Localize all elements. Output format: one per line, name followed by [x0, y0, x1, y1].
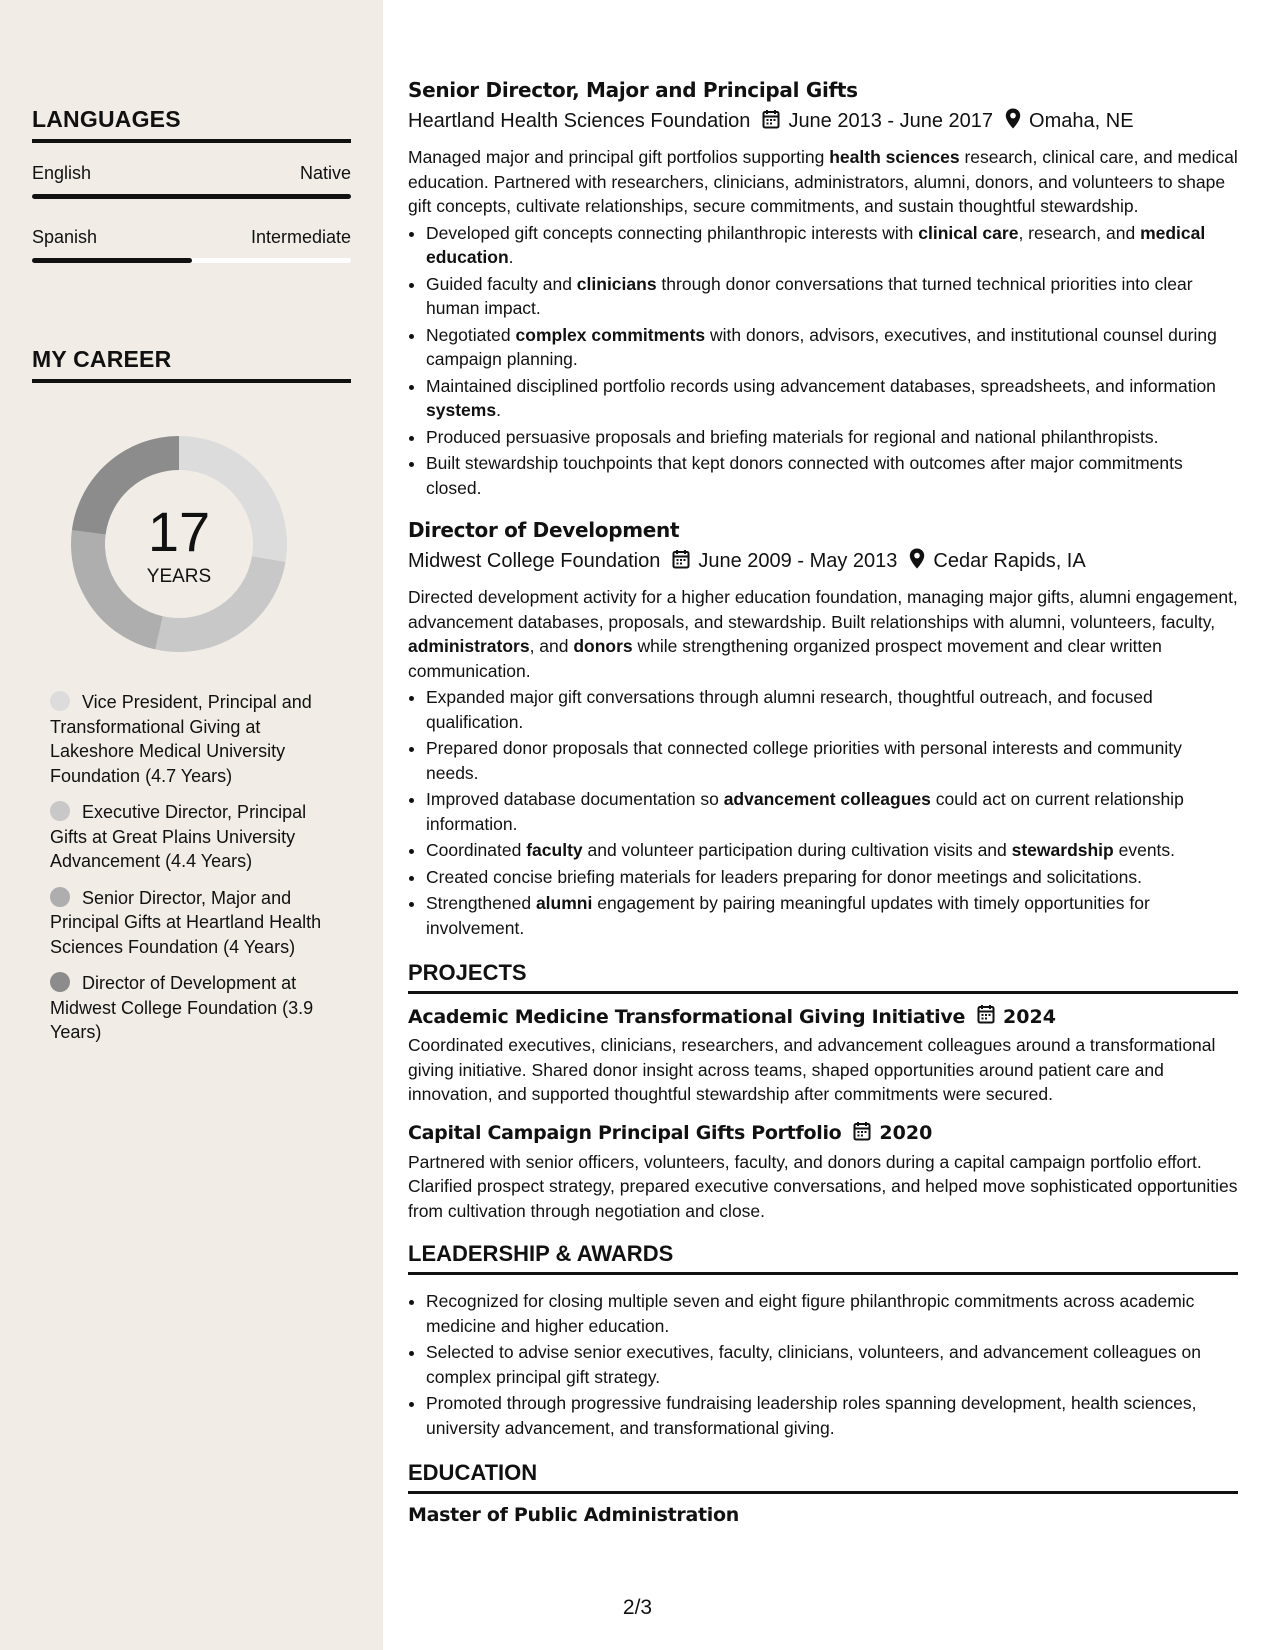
- bullet-item: • Built stewardship touchpoints that kept donors connected with outcomes after major commitments closed.: [426, 451, 1238, 500]
- career-total-years: 17: [147, 500, 211, 563]
- career-legend: [50, 690, 340, 1057]
- bullet-item: • Negotiated complex commitments with donors, advisors, executives, and institutional counsel during campaign planning.: [426, 323, 1238, 372]
- legend-label: Vice President, Principal and Transformational Giving at Lakeshore Medical University Foundation (4.7 Years): [50, 692, 312, 786]
- career-heading: MY CAREER: [32, 346, 351, 383]
- bullet-item: • Promoted through progressive fundraising leadership roles spanning development, health sciences, university advancement, and transformational giving.: [426, 1391, 1238, 1440]
- language-level: Native: [299, 163, 351, 183]
- calendar-icon: [977, 1004, 995, 1029]
- bullet-item: • Guided faculty and clinicians through donor conversations that turned technical priorities into clear human impact.: [426, 272, 1238, 321]
- job-title: Director of Development: [408, 518, 680, 542]
- project-description: Partnered with senior officers, volunteers, faculty, and donors during a capital campaign portfolio effort. Clarified prospect strategy, prepared executive conversations, and helped move sophisticated opportunities from cultivation through negotiation and close.: [408, 1151, 1238, 1221]
- project-title: Academic Medicine Transformational Giving Initiative: [408, 1005, 966, 1028]
- legend-item: [50, 690, 340, 788]
- language-proficiency-fill: [32, 194, 351, 199]
- job-meta: [408, 108, 1238, 135]
- experience-entry: [408, 518, 1238, 940]
- sidebar: [0, 0, 383, 1650]
- bullet-item: • Improved database documentation so advancement colleagues could act on current relationship information.: [426, 787, 1238, 836]
- legend-item: [50, 886, 340, 960]
- legend-item: [50, 800, 340, 874]
- job-description: Directed development activity for a higher education foundation, managing major gifts, alumni engagement, advancement databases, proposals, and stewardship. Built relationships with alumni, volunteers, faculty, administrators, and donors while strengthening organized prospect movement and clear written communication.: [408, 587, 1238, 681]
- job-location: Cedar Rapids, IA: [933, 550, 1086, 572]
- page-number: 2/3: [622, 1596, 653, 1619]
- project-description: Coordinated executives, clinicians, researchers, and advancement colleagues around a transformational giving initiative. Shared donor insight across teams, shaped opportunities around patient care and innovation, and supported thoughtful stewardship after commitments were secured.: [408, 1035, 1216, 1104]
- leadership-heading: LEADERSHIP & AWARDS: [408, 1241, 1238, 1275]
- legend-label: Senior Director, Major and Principal Gifts at Heartland Health Sciences Foundation (4 Years): [50, 887, 322, 957]
- language-proficiency-bar: [32, 194, 351, 199]
- bullet-item: • Prepared donor proposals that connected college priorities with personal interests and community needs.: [426, 736, 1238, 785]
- leadership-bullets: [408, 1289, 1238, 1440]
- career-donut-chart: [66, 431, 292, 657]
- calendar-icon: [853, 1121, 871, 1146]
- project-year: 2020: [879, 1122, 933, 1144]
- map-pin-icon: [909, 548, 925, 575]
- language-proficiency-bar: [32, 258, 351, 263]
- legend-dot: [50, 691, 70, 711]
- company-name: Heartland Health Sciences Foundation: [408, 110, 751, 132]
- language-name: English: [32, 163, 92, 183]
- job-bullets: [408, 221, 1238, 501]
- legend-dot: [50, 801, 70, 821]
- project-entry: [408, 1121, 1238, 1224]
- calendar-icon: [762, 109, 780, 135]
- bullet-item: • Maintained disciplined portfolio records using advancement databases, spreadsheets, and information systems.: [426, 374, 1238, 423]
- languages-section: [32, 106, 351, 263]
- job-title: Senior Director, Major and Principal Gifts: [408, 78, 858, 102]
- legend-dot: [50, 887, 70, 907]
- bullet-item: • Selected to advise senior executives, faculty, clinicians, volunteers, and advancement colleagues on complex principal gift strategy.: [426, 1340, 1238, 1389]
- career-total: [66, 431, 292, 657]
- main-content: [408, 78, 1238, 1530]
- career-total-unit: YEARS: [146, 566, 212, 587]
- bullet-item: • Expanded major gift conversations through alumni research, thoughtful outreach, and focused qualification.: [426, 685, 1238, 734]
- legend-item: [50, 971, 340, 1045]
- education-heading: EDUCATION: [408, 1460, 1238, 1494]
- job-meta: [408, 548, 1238, 575]
- map-pin-icon: [1005, 108, 1021, 135]
- legend-label: Executive Director, Principal Gifts at Great Plains University Advancement (4.4 Years): [50, 802, 307, 871]
- legend-label: Director of Development at Midwest College Foundation (3.9 Years): [50, 973, 314, 1042]
- project-entry: [408, 1004, 1238, 1107]
- education-section: [408, 1460, 1238, 1526]
- languages-heading: LANGUAGES: [32, 106, 351, 143]
- legend-dot: [50, 972, 70, 992]
- calendar-icon: [672, 549, 690, 575]
- bullet-item: • Recognized for closing multiple seven and eight figure philanthropic commitments across academic medicine and higher education.: [426, 1289, 1238, 1338]
- job-bullets: [408, 685, 1238, 940]
- project-title: Capital Campaign Principal Gifts Portfolio: [408, 1122, 842, 1144]
- project-year: 2024: [1003, 1005, 1056, 1028]
- job-location: Omaha, NE: [1029, 110, 1134, 132]
- company-name: Midwest College Foundation: [408, 550, 661, 572]
- bullet-item: • Developed gift concepts connecting philanthropic interests with clinical care, research, and medical education.: [426, 221, 1238, 270]
- bullet-item: • Coordinated faculty and volunteer participation during cultivation visits and stewardship events.: [426, 838, 1238, 863]
- projects-heading: PROJECTS: [408, 960, 1238, 994]
- degree-title: Master of Public Administration: [408, 1504, 739, 1526]
- career-section: [32, 346, 351, 383]
- leadership-section: [408, 1241, 1238, 1440]
- experience-entry: [408, 78, 1238, 500]
- job-dates: June 2013 - June 2017: [788, 110, 994, 132]
- language-item-english: [32, 163, 351, 199]
- projects-section: [408, 960, 1238, 1223]
- bullet-item: • Created concise briefing materials for leaders preparing for donor meetings and solicitations.: [426, 865, 1238, 890]
- bullet-item: • Strengthened alumni engagement by pairing meaningful updates with timely opportunities for involvement.: [426, 891, 1238, 940]
- job-dates: June 2009 - May 2013: [698, 550, 898, 572]
- language-item-spanish: [32, 227, 351, 263]
- language-proficiency-fill: [32, 258, 192, 263]
- language-level: Intermediate: [250, 227, 351, 247]
- bullet-item: • Produced persuasive proposals and briefing materials for regional and national philanthropists.: [426, 425, 1238, 450]
- job-description: Managed major and principal gift portfolios supporting health sciences research, clinical care, and medical education. Partnered with researchers, clinicians, administrators, alumni, donors, and volunteers to shape gift concepts, cultivate relationships, secure commitments, and sustain thoughtful stewardship.: [408, 147, 1238, 216]
- language-name: Spanish: [32, 227, 98, 247]
